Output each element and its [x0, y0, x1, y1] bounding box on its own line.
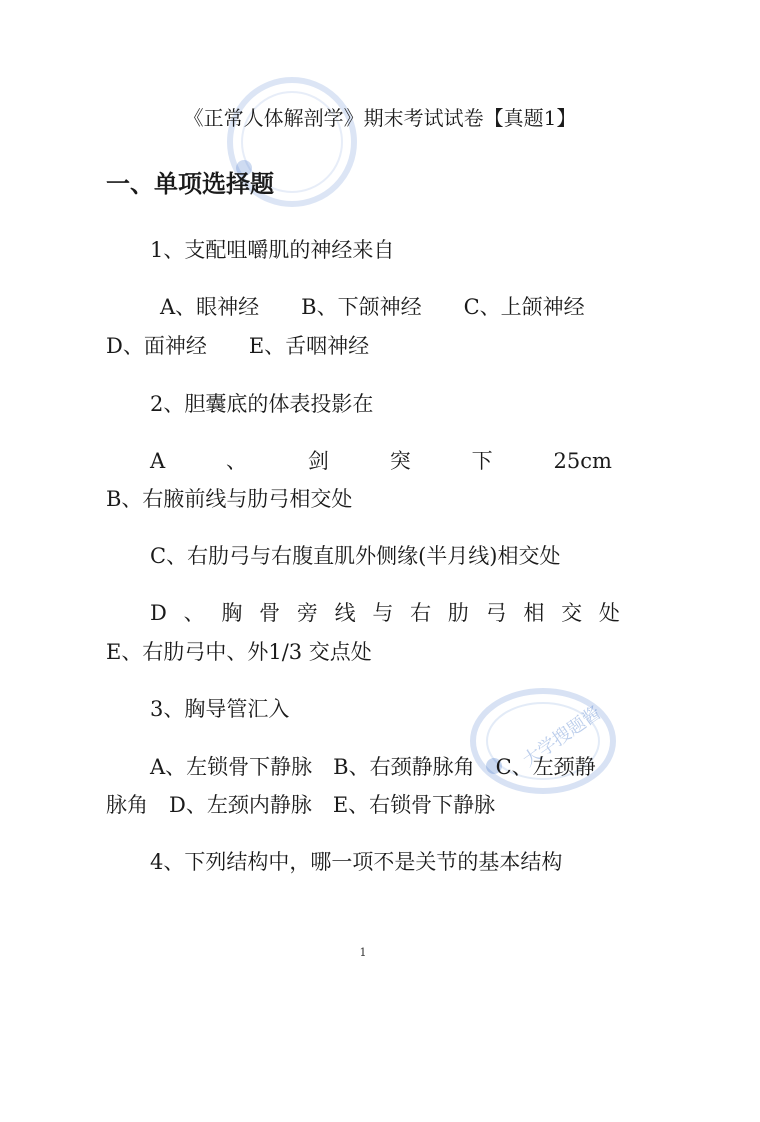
option-a-part: 25cm [553, 449, 612, 473]
document-title: 《正常人体解剖学》期末考试试卷【真题1】 [183, 106, 577, 130]
option-d-part: 旁 [296, 601, 318, 625]
option-a-part: A [150, 449, 166, 473]
question-2-option-b: B、右腋前线与肋弓相交处 [106, 487, 353, 511]
option-a-part: 、 [226, 449, 248, 473]
question-2-stem: 2、胆囊底的体表投影在 [150, 392, 374, 416]
question-3-options-line2: 脉角 D、左颈内静脉 E、右锁骨下静脉 [106, 793, 496, 817]
question-2-option-c: C、右肋弓与右腹直肌外侧缘(半月线)相交处 [150, 544, 561, 568]
option-d-part: 交 [561, 601, 583, 625]
option-d-part: 骨 [259, 601, 281, 625]
question-2-option-d [150, 601, 620, 625]
option-d-part: 相 [523, 601, 545, 625]
question-1-options-line1: A、眼神经 B、下颌神经 C、上颌神经 [160, 295, 585, 319]
option-d-part: 肋 [447, 601, 469, 625]
question-2-option-a [150, 449, 612, 473]
option-d-part: 线 [334, 601, 356, 625]
question-2-option-e: E、右肋弓中、外1/3 交点处 [106, 640, 372, 664]
option-a-part: 下 [471, 449, 493, 473]
option-a-part: 剑 [307, 449, 329, 473]
option-d-part: 右 [410, 601, 432, 625]
question-3-options-line1: A、左锁骨下静脉 B、右颈静脉角 C、左颈静 [150, 755, 596, 779]
question-3-stem: 3、胸导管汇入 [150, 697, 290, 721]
option-d-part: 弓 [485, 601, 507, 625]
section-heading: 一、单项选择题 [106, 170, 274, 198]
option-d-part: 胸 [221, 601, 243, 625]
watermark-seal-icon [468, 686, 618, 796]
question-1-stem: 1、支配咀嚼肌的神经来自 [150, 238, 395, 262]
option-d-part: D [150, 601, 167, 625]
page-number: 1 [359, 946, 367, 959]
question-4-stem: 4、下列结构中，哪一项不是关节的基本结构 [150, 850, 563, 874]
question-1-options-line2: D、面神经 E、舌咽神经 [106, 334, 370, 358]
option-d-part: 、 [183, 601, 205, 625]
option-a-part: 突 [389, 449, 411, 473]
option-d-part: 处 [598, 601, 620, 625]
watermark-text: 大学搜题酱 [519, 702, 605, 772]
option-d-part: 与 [372, 601, 394, 625]
